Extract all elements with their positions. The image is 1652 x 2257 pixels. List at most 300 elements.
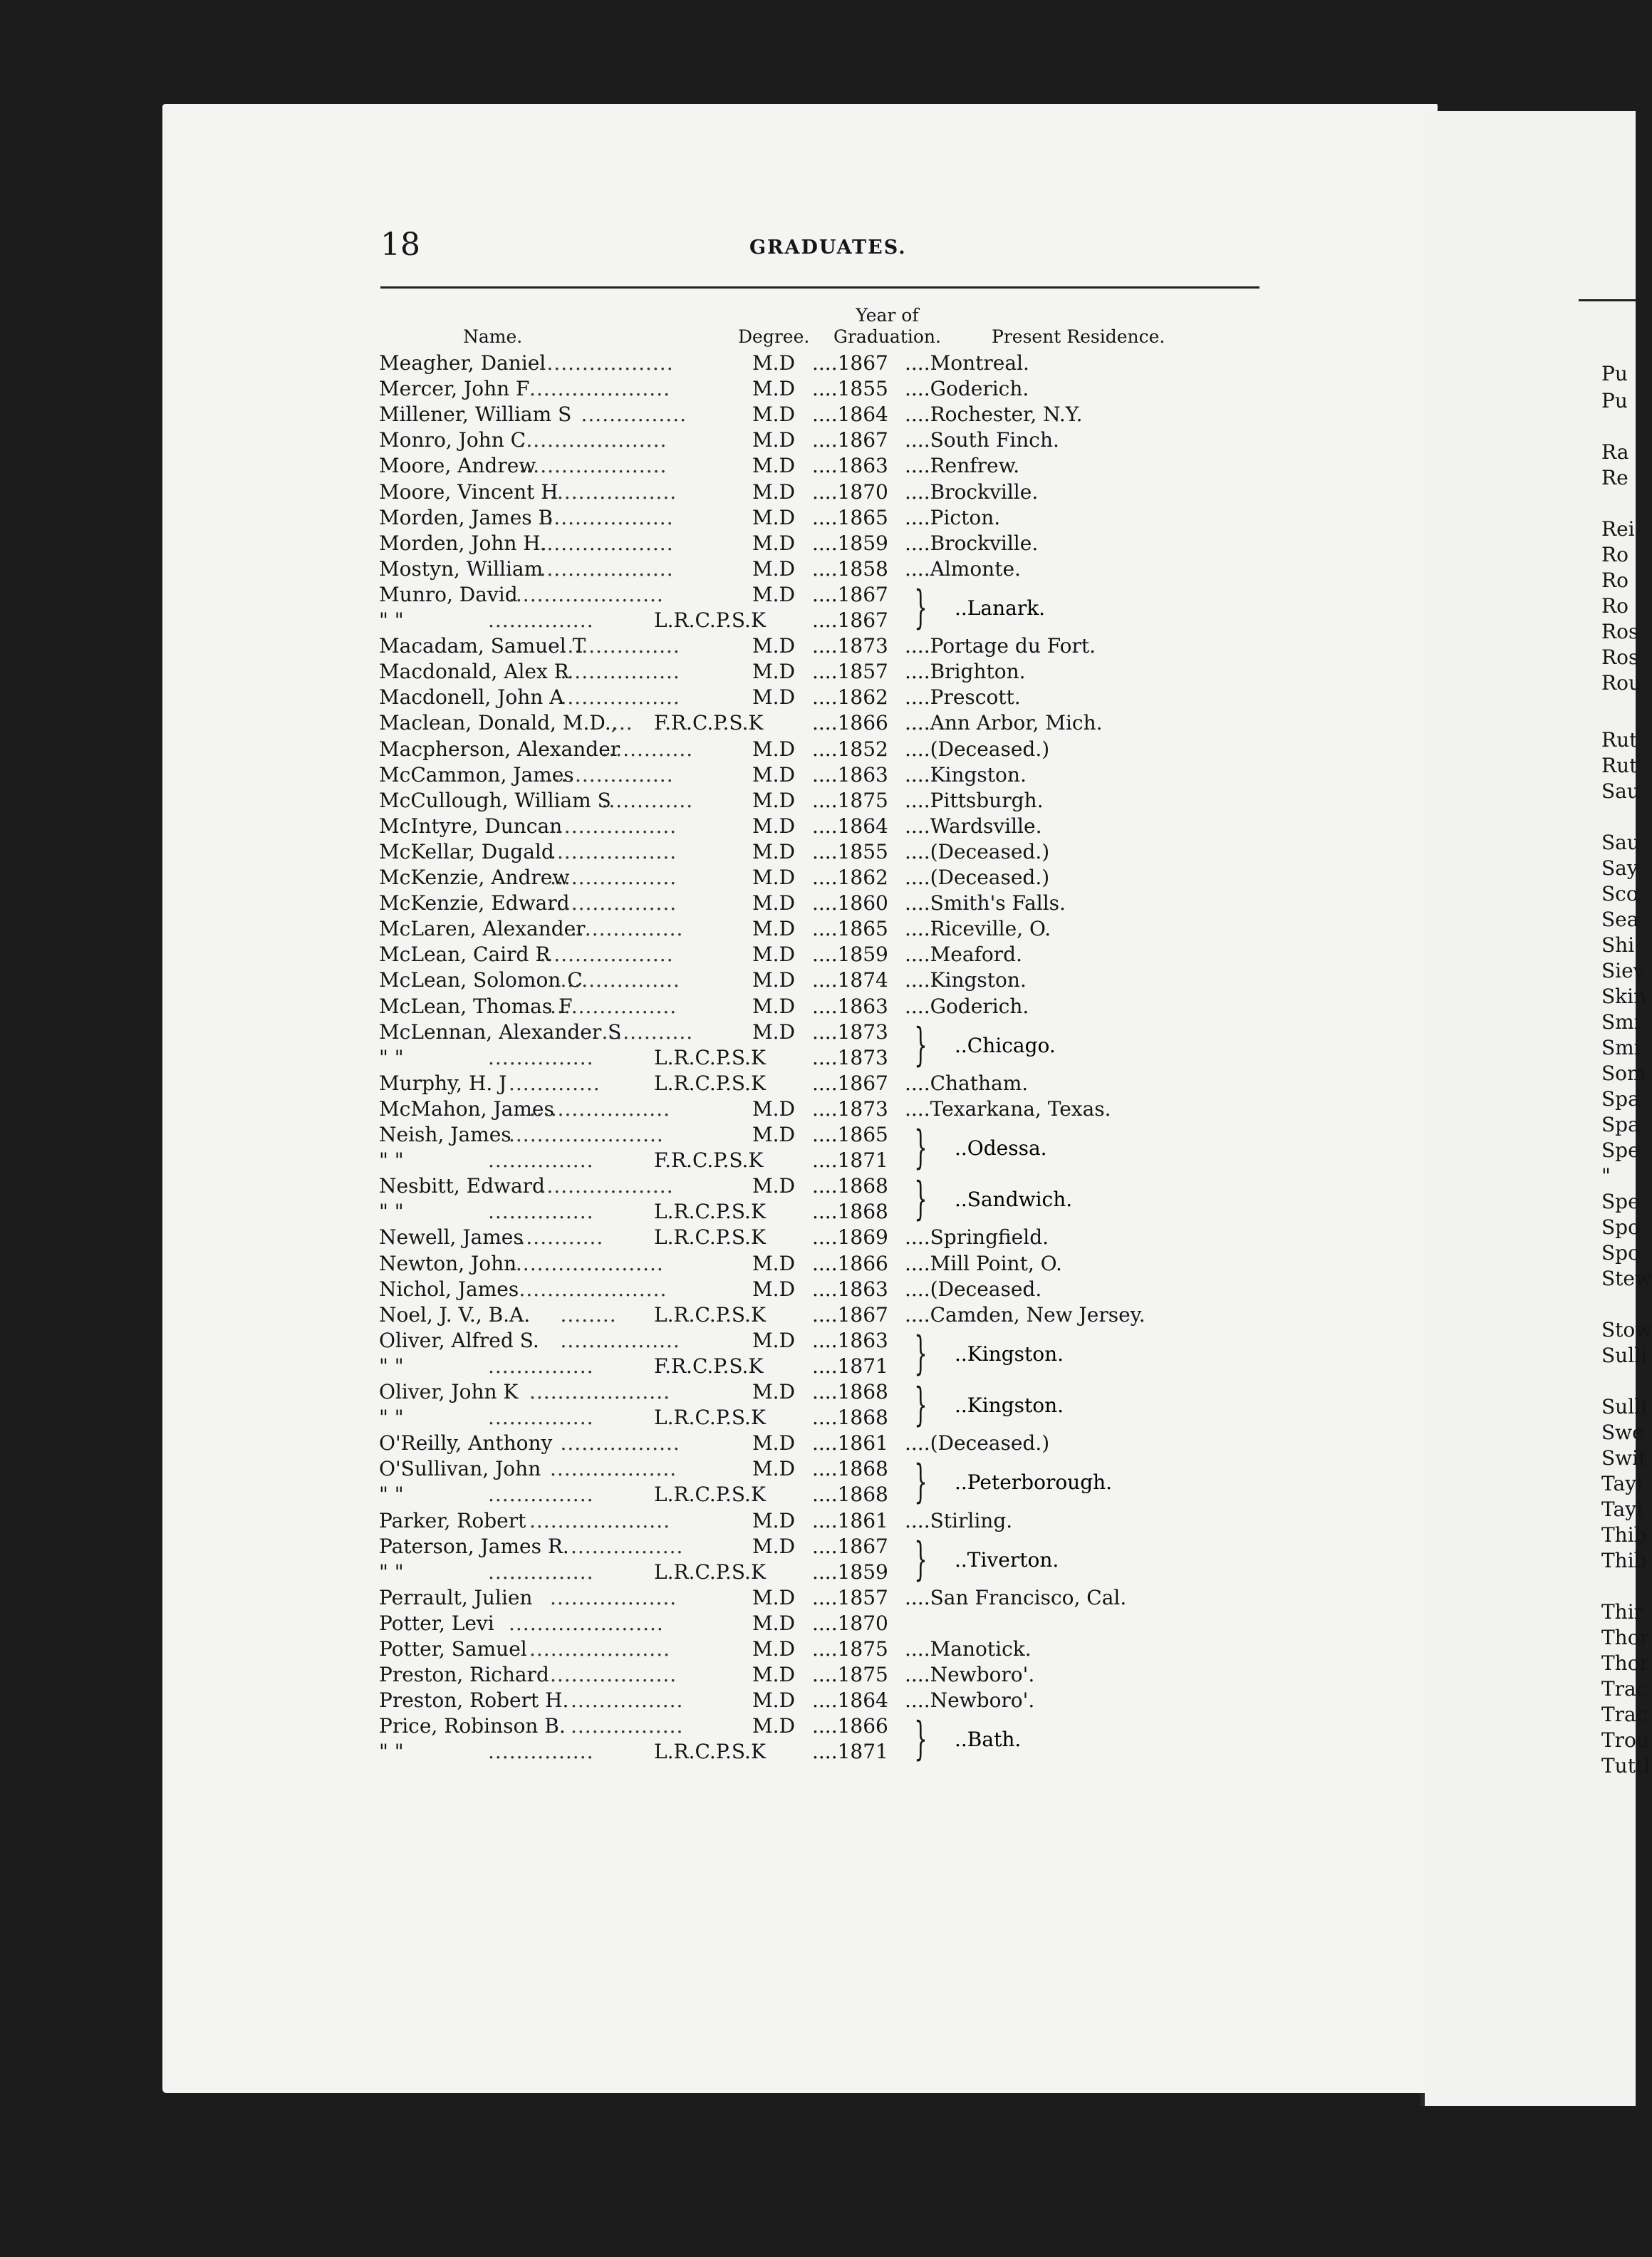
graduation-year: ....1867 <box>812 608 888 632</box>
right-page-fragment: Sea <box>1601 908 1639 931</box>
right-page-fragment: Say <box>1601 856 1638 880</box>
graduation-year: ....1866 <box>812 1251 888 1275</box>
graduation-year: ....1857 <box>812 660 888 684</box>
graduation-year: ....1867 <box>812 428 888 452</box>
dot-leader: ................... <box>539 531 674 555</box>
running-head: GRADUATES. <box>749 237 907 259</box>
graduate-name: Moore, Andrew <box>379 454 536 478</box>
braced-residence: ..Peterborough. <box>955 1470 1113 1495</box>
dot-leader: .................. <box>550 1457 677 1481</box>
graduation-year: ....1865 <box>812 1123 888 1146</box>
dot-leader: ...................... <box>509 1123 664 1146</box>
right-page-fragment: Shi <box>1601 933 1635 957</box>
right-page-fragment: Pu <box>1601 362 1628 385</box>
residence: ....(Deceased. <box>905 1277 1042 1301</box>
table-row <box>379 1456 1291 1482</box>
graduation-year: ....1864 <box>812 403 888 427</box>
graduate-name: " " <box>379 1045 404 1069</box>
graduation-year: ....1873 <box>812 1096 888 1121</box>
degree: M.D <box>752 377 796 401</box>
degree: F.R.C.P.S.K <box>654 1148 764 1173</box>
dot-leader: .................. <box>550 1585 677 1609</box>
degree: M.D <box>752 1688 796 1713</box>
degree: M.D <box>752 943 796 967</box>
graduation-year: ....1863 <box>812 994 888 1018</box>
graduation-year: ....1859 <box>812 531 888 555</box>
column-header-degree: Degree. <box>738 326 810 347</box>
braced-residence: ..Tiverton. <box>955 1547 1059 1572</box>
right-page-fragment: Rou <box>1601 671 1641 695</box>
dot-leader: ............... <box>488 1200 594 1224</box>
graduation-year: ....1867 <box>812 1302 888 1327</box>
right-page-fragment: Thib <box>1601 1523 1647 1547</box>
residence: ....Pittsburgh. <box>905 788 1044 812</box>
degree: L.R.C.P.S.K <box>654 608 766 632</box>
residence: ....South Finch. <box>905 428 1059 452</box>
graduation-year: ....1867 <box>812 1071 888 1095</box>
dot-leader: .................. <box>550 479 677 504</box>
braced-residence: ..Kingston. <box>955 1394 1064 1418</box>
table-row <box>379 633 1291 659</box>
right-page-fragment: Tayl <box>1601 1498 1643 1521</box>
right-page-fragment: Swe <box>1601 1421 1644 1444</box>
graduate-name: Paterson, James R. <box>379 1534 569 1558</box>
degree: M.D <box>752 1431 796 1456</box>
degree: M.D <box>752 994 796 1018</box>
graduation-year: ....1869 <box>812 1225 888 1250</box>
dot-leader: ................. <box>560 685 680 710</box>
table-row <box>379 1585 1291 1611</box>
right-page-fragment: Spa <box>1601 1087 1640 1111</box>
residence: ....Ann Arbor, Mich. <box>905 711 1103 735</box>
right-page-fragment: Siev <box>1601 959 1645 982</box>
dot-leader: ............. <box>601 737 694 761</box>
graduate-name: Potter, Levi <box>379 1611 494 1635</box>
degree: M.D <box>752 403 796 427</box>
degree: M.D <box>752 531 796 555</box>
table-row <box>379 1225 1291 1250</box>
residence: ....(Deceased.) <box>905 737 1050 761</box>
brace: } <box>914 581 928 634</box>
dot-leader: ................... <box>539 943 674 967</box>
graduate-name: McLennan, Alexander S <box>379 1019 622 1044</box>
dot-leader: ................... <box>539 505 674 529</box>
graduate-name: Potter, Samuel <box>379 1637 527 1661</box>
right-page-fragment: Ra <box>1601 440 1629 464</box>
degree: M.D <box>752 582 796 606</box>
dot-leader: ................... <box>539 1174 674 1198</box>
graduate-name: McCammon, James <box>379 762 574 787</box>
right-page-rule <box>1579 299 1636 301</box>
residence: ....Rochester, N.Y. <box>905 403 1083 427</box>
table-row <box>379 1713 1291 1739</box>
table-row <box>379 1173 1291 1199</box>
table-row <box>379 1277 1291 1302</box>
right-page-fragment: Sulli <box>1601 1344 1648 1367</box>
right-page-fragment: Trac <box>1601 1677 1648 1701</box>
dot-leader: ............... <box>488 1045 594 1069</box>
graduate-name: Neish, James <box>379 1123 511 1146</box>
degree: M.D <box>752 891 796 915</box>
dot-leader: ... <box>612 711 633 735</box>
braced-residence: ..Odessa. <box>955 1136 1047 1161</box>
graduate-name: O'Sullivan, John <box>379 1457 541 1481</box>
graduation-year: ....1863 <box>812 1328 888 1352</box>
graduation-year: ....1873 <box>812 1045 888 1069</box>
graduation-year: ....1871 <box>812 1148 888 1173</box>
dot-leader: ..................... <box>519 454 667 478</box>
graduate-name: McLean, Caird R <box>379 943 551 967</box>
degree: M.D <box>752 762 796 787</box>
degree: L.R.C.P.S.K <box>654 1302 766 1327</box>
graduation-year: ....1875 <box>812 1637 888 1661</box>
right-page-fragment: Sau <box>1601 779 1640 803</box>
right-page-fragment: Spe <box>1601 1190 1640 1213</box>
right-page-fragment: Spo <box>1601 1215 1640 1239</box>
table-row <box>379 1019 1291 1045</box>
page-number: 18 <box>380 227 420 263</box>
right-page-fragment: Stew <box>1601 1267 1652 1290</box>
residence: ....Goderich. <box>905 994 1029 1018</box>
graduate-name: Munro, David <box>379 582 518 606</box>
degree: M.D <box>752 634 796 658</box>
residence: ....Renfrew. <box>905 454 1020 478</box>
residence: ....Wardsville. <box>905 814 1042 838</box>
graduate-name: McLean, Solomon C <box>379 968 583 992</box>
degree: M.D <box>752 917 796 941</box>
degree: L.R.C.P.S.K <box>654 1406 766 1430</box>
graduate-name: Preston, Richard <box>379 1663 549 1687</box>
degree: M.D <box>752 428 796 452</box>
right-page-fragment: Thor <box>1601 1651 1649 1675</box>
graduation-year: ....1859 <box>812 943 888 967</box>
graduate-name: McMahon, James <box>379 1096 554 1121</box>
column-header-residence: Present Residence. <box>992 326 1165 347</box>
graduation-year: ....1867 <box>812 1534 888 1558</box>
dot-leader: ................. <box>560 968 680 992</box>
graduation-year: ....1865 <box>812 505 888 529</box>
graduate-name: Macadam, Samuel T <box>379 634 586 658</box>
dot-leader: ............ <box>519 1225 604 1250</box>
table-row <box>379 1688 1291 1713</box>
graduation-year: ....1855 <box>812 839 888 863</box>
brace: } <box>914 1532 928 1586</box>
dot-leader: .................... <box>529 1096 671 1121</box>
graduate-name: Morden, John H. <box>379 531 547 555</box>
table-row <box>379 1071 1291 1096</box>
degree: M.D <box>752 1251 796 1275</box>
table-row <box>379 376 1291 402</box>
degree: M.D <box>752 1663 796 1687</box>
residence: ....Meaford. <box>905 943 1022 967</box>
degree: M.D <box>752 814 796 838</box>
residence: ....Kingston. <box>905 762 1027 787</box>
right-page-fragment: Som <box>1601 1062 1646 1085</box>
graduation-year: ....1863 <box>812 1277 888 1301</box>
right-page-fragment: " <box>1601 1164 1611 1188</box>
dot-leader: .................... <box>529 1637 671 1661</box>
dot-leader: .................. <box>550 839 677 863</box>
residence: ....Brockville. <box>905 479 1039 504</box>
graduate-name: McCullough, William S <box>379 788 611 812</box>
degree: L.R.C.P.S.K <box>654 1200 766 1224</box>
table-row <box>379 1560 1291 1585</box>
table-row <box>379 1508 1291 1534</box>
dot-leader: .................... <box>529 1380 671 1404</box>
graduate-name: McKellar, Dugald <box>379 839 554 863</box>
graduation-year: ....1861 <box>812 1431 888 1456</box>
graduate-name: Monro, John C <box>379 428 526 452</box>
dot-leader: .................. <box>550 814 677 838</box>
residence: ....Texarkana, Texas. <box>905 1096 1111 1121</box>
degree: M.D <box>752 1174 796 1198</box>
right-page-fragment: Sco <box>1601 882 1638 906</box>
graduate-name: Noel, J. V., B.A. <box>379 1302 531 1327</box>
dot-leader: ................ <box>571 1688 684 1713</box>
graduate-name: Morden, James B <box>379 505 554 529</box>
graduation-year: ....1868 <box>812 1483 888 1507</box>
degree: M.D <box>752 1380 796 1404</box>
residence: ....Stirling. <box>905 1508 1013 1532</box>
graduate-name: " " <box>379 1200 404 1224</box>
degree: M.D <box>752 454 796 478</box>
graduate-name: Oliver, Alfred S. <box>379 1328 539 1352</box>
residence: ....Prescott. <box>905 685 1021 710</box>
table-row <box>379 788 1291 814</box>
brace: } <box>914 1173 928 1226</box>
right-page-fragment: Trou <box>1601 1728 1649 1752</box>
table-row <box>379 1611 1291 1636</box>
right-page-fragment: Sau <box>1601 831 1640 854</box>
graduation-year: ....1875 <box>812 1663 888 1687</box>
residence: ....(Deceased.) <box>905 866 1050 889</box>
degree: M.D <box>752 1328 796 1352</box>
table-row <box>379 351 1291 376</box>
degree: M.D <box>752 1277 796 1301</box>
graduation-year: ....1871 <box>812 1354 888 1378</box>
graduate-name: Millener, William S <box>379 403 572 427</box>
graduate-name: McLaren, Alexander <box>379 917 586 941</box>
column-header-year: Year of Graduation. <box>833 305 941 347</box>
table-row <box>379 737 1291 762</box>
degree: L.R.C.P.S.K <box>654 1740 766 1764</box>
table-row <box>379 814 1291 839</box>
right-page-fragment: Tuttl <box>1601 1754 1651 1778</box>
graduation-year: ....1860 <box>812 891 888 915</box>
residence: ....Newboro'. <box>905 1663 1035 1687</box>
degree: M.D <box>752 1637 796 1661</box>
residence: ....Brockville. <box>905 531 1039 555</box>
graduation-year: ....1866 <box>812 711 888 735</box>
graduation-year: ....1865 <box>812 917 888 941</box>
graduate-name: " " <box>379 1560 404 1584</box>
graduate-name: Meagher, Daniel <box>379 351 546 375</box>
graduation-year: ....1874 <box>812 968 888 992</box>
graduate-name: McKenzie, Edward <box>379 891 570 915</box>
table-row <box>379 1251 1291 1277</box>
degree: M.D <box>752 556 796 581</box>
degree: M.D <box>752 1457 796 1481</box>
table-row <box>379 1199 1291 1225</box>
degree: L.R.C.P.S.K <box>654 1225 766 1250</box>
degree: M.D <box>752 1123 796 1146</box>
degree: M.D <box>752 839 796 863</box>
table-row <box>379 427 1291 453</box>
dot-leader: ................ <box>571 1714 684 1738</box>
brace: } <box>914 1713 928 1766</box>
residence: ....(Deceased.) <box>905 839 1050 863</box>
graduate-name: Macpherson, Alexander <box>379 737 620 761</box>
table-row <box>379 659 1291 685</box>
brace: } <box>914 1121 928 1175</box>
table-row <box>379 1354 1291 1379</box>
residence: ....Riceville, O. <box>905 917 1051 941</box>
graduation-year: ....1868 <box>812 1457 888 1481</box>
degree: L.R.C.P.S.K <box>654 1483 766 1507</box>
degree: M.D <box>752 1611 796 1635</box>
graduation-year: ....1858 <box>812 556 888 581</box>
dot-leader: ................... <box>539 762 674 787</box>
residence: ....Camden, New Jersey. <box>905 1302 1146 1327</box>
braced-residence: ..Bath. <box>955 1728 1022 1752</box>
graduation-year: ....1866 <box>812 1714 888 1738</box>
table-row <box>379 1328 1291 1354</box>
dot-leader: ...................... <box>509 1611 664 1635</box>
graduate-name: Nichol, James <box>379 1277 519 1301</box>
table-row <box>379 479 1291 505</box>
right-page-fragment: Spe <box>1601 1138 1640 1162</box>
degree: M.D <box>752 685 796 710</box>
degree: M.D <box>752 1508 796 1532</box>
right-page-fragment: Stow <box>1601 1318 1652 1342</box>
degree: F.R.C.P.S.K <box>654 711 764 735</box>
table-row <box>379 1431 1291 1456</box>
dot-leader: .................. <box>550 866 677 889</box>
degree: M.D <box>752 866 796 889</box>
right-page-fragment: Smi <box>1601 1036 1641 1059</box>
right-page-fragment: Ro <box>1601 569 1628 592</box>
table-row <box>379 916 1291 942</box>
dot-leader: .................. <box>550 891 677 915</box>
dot-leader: ................. <box>560 1431 680 1456</box>
graduation-year: ....1870 <box>812 479 888 504</box>
table-row <box>379 891 1291 916</box>
braced-residence: ..Lanark. <box>955 596 1046 620</box>
graduate-name: Price, Robinson B. <box>379 1714 566 1738</box>
residence: ....Picton. <box>905 505 1001 529</box>
degree: L.R.C.P.S.K <box>654 1045 766 1069</box>
graduate-name: " " <box>379 1148 404 1173</box>
residence: ....Portage du Fort. <box>905 634 1096 658</box>
graduate-name: Macdonell, John A <box>379 685 564 710</box>
right-page-fragment: Thib <box>1601 1549 1647 1572</box>
brace: } <box>914 1456 928 1509</box>
dot-leader: ................. <box>560 1328 680 1352</box>
graduation-year: ....1868 <box>812 1174 888 1198</box>
right-page-fragment: Pu <box>1601 389 1628 413</box>
table-row <box>379 1302 1291 1328</box>
graduation-year: ....1863 <box>812 762 888 787</box>
graduate-name: " " <box>379 1483 404 1507</box>
graduate-name: Oliver, John K <box>379 1380 519 1404</box>
brace: } <box>914 1327 928 1380</box>
dot-leader: ...................... <box>509 582 664 606</box>
graduation-year: ....1873 <box>812 1019 888 1044</box>
right-page-fragment: Swit <box>1601 1446 1647 1470</box>
graduation-year: ....1857 <box>812 1585 888 1609</box>
graduation-year: ....1862 <box>812 685 888 710</box>
dot-leader: ............... <box>488 1406 594 1430</box>
dot-leader: ............... <box>581 403 687 427</box>
table-row <box>379 1636 1291 1662</box>
dot-leader: .................... <box>529 1508 671 1532</box>
graduation-year: ....1871 <box>812 1740 888 1764</box>
header-rule <box>380 286 1259 289</box>
dot-leader: ............... <box>488 608 594 632</box>
graduate-name: McLean, Thomas F <box>379 994 573 1018</box>
graduation-year: ....1862 <box>812 866 888 889</box>
table-row <box>379 582 1291 608</box>
dot-leader: ............. <box>601 1019 694 1044</box>
graduation-year: ....1864 <box>812 1688 888 1713</box>
graduate-name: " " <box>379 608 404 632</box>
graduation-year: ....1875 <box>812 788 888 812</box>
dot-leader: ............... <box>488 1740 594 1764</box>
degree: M.D <box>752 737 796 761</box>
right-page-fragment: Ros <box>1601 645 1639 669</box>
residence: ....Mill Point, O. <box>905 1251 1062 1275</box>
residence: ....Goderich. <box>905 377 1029 401</box>
table-row <box>379 1148 1291 1173</box>
graduate-name: Macdonald, Alex R <box>379 660 569 684</box>
graduation-year: ....1867 <box>812 351 888 375</box>
degree: M.D <box>752 1534 796 1558</box>
residence: ....San Francisco, Cal. <box>905 1585 1127 1609</box>
degree: M.D <box>752 505 796 529</box>
graduation-year: ....1852 <box>812 737 888 761</box>
dot-leader: ............. <box>601 788 694 812</box>
table-row <box>379 1405 1291 1431</box>
dot-leader: ............... <box>488 1483 594 1507</box>
right-page-fragment: Spa <box>1601 1113 1640 1136</box>
braced-residence: ..Chicago. <box>955 1033 1056 1057</box>
right-page-fragment: Sulli <box>1601 1395 1648 1418</box>
table-row <box>379 685 1291 710</box>
residence: ....Smith's Falls. <box>905 891 1066 915</box>
graduation-year: ....1868 <box>812 1380 888 1404</box>
table-row <box>379 1739 1291 1765</box>
table-row <box>379 1096 1291 1122</box>
table-row <box>379 839 1291 865</box>
graduate-name: Maclean, Donald, M.D., <box>379 711 618 735</box>
dot-leader: ...................... <box>509 1251 664 1275</box>
dot-leader: ............. <box>509 1071 601 1095</box>
table-row <box>379 1482 1291 1508</box>
table-row <box>379 531 1291 556</box>
dot-leader: ........ <box>560 1302 617 1327</box>
graduate-name: Perrault, Julien <box>379 1585 533 1609</box>
right-page-fragment: Spo <box>1601 1241 1640 1265</box>
right-page-fragment: Ro <box>1601 594 1628 618</box>
brace: } <box>914 1379 928 1432</box>
degree: M.D <box>752 1585 796 1609</box>
degree: M.D <box>752 479 796 504</box>
residence: ....Kingston. <box>905 968 1027 992</box>
braced-residence: ..Kingston. <box>955 1342 1064 1366</box>
degree: M.D <box>752 1714 796 1738</box>
graduate-name: McKenzie, Andrew <box>379 866 570 889</box>
graduate-name: Newton, John <box>379 1251 517 1275</box>
